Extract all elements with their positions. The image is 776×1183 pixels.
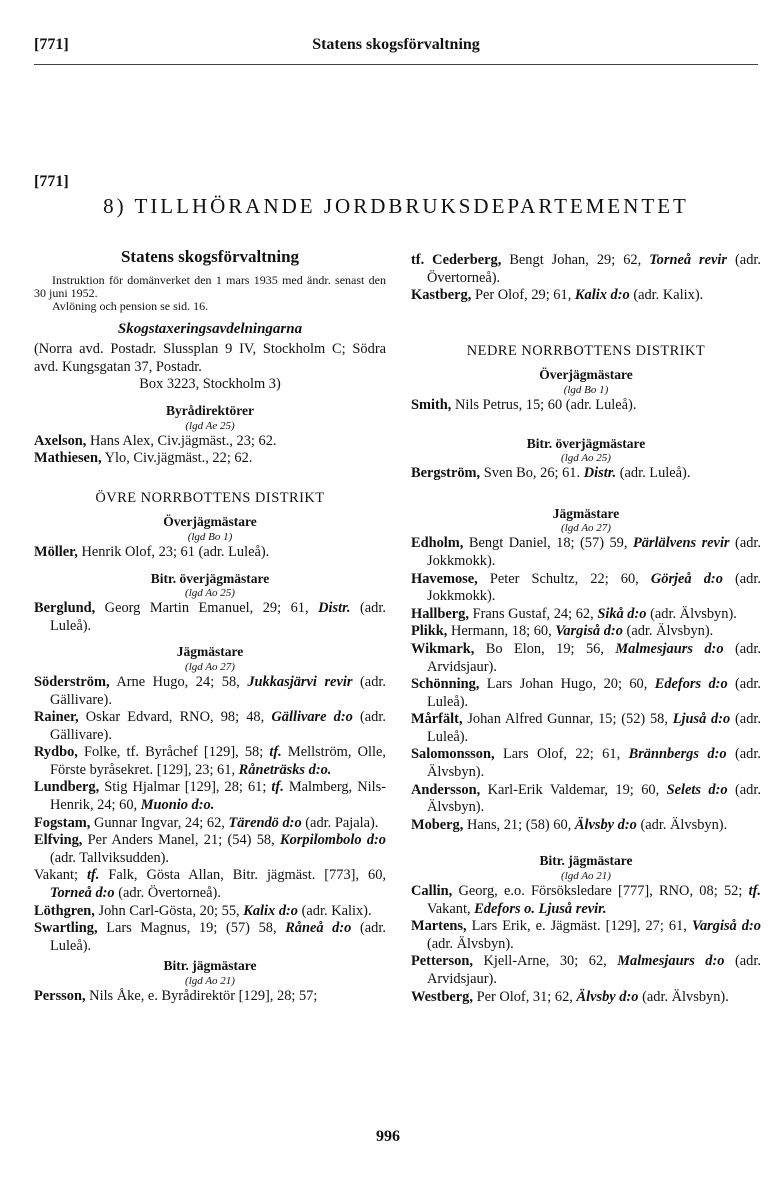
running-head xyxy=(34,36,758,58)
right-column xyxy=(411,252,761,1006)
list-item: Smith, Nils Petrus, 15; 60 (adr. Luleå). xyxy=(411,396,637,413)
directors-heading: Byrådirektörer xyxy=(166,402,254,418)
ovre-jagm-heading: Jägmästare xyxy=(176,644,244,660)
nedre-bitr-heading: Bitr. överjägmästare xyxy=(526,435,646,451)
nedre-district-heading: NEDRE NORRBOTTENS DISTRIKT xyxy=(466,342,706,359)
page-folio: 996 xyxy=(376,1128,400,1145)
ovre-bitrjagm-heading: Bitr. jägmästare xyxy=(163,958,257,974)
ovre-district-heading: ÖVRE NORRBOTTENS DISTRIKT xyxy=(95,489,325,506)
taxation-addresses: (Norra avd. Postadr. Slussplan 9 IV, Stockholm C; Södra avd. Kungsgatan 37, Postadr. xyxy=(34,341,386,375)
list-item: Havemose, Peter Schultz, 22; 60, Görjeå d:o (adr. Jokkmokk). xyxy=(411,570,761,605)
list-item: Elfving, Per Anders Manel, 21; (54) 58, Korpilombolo d:o (adr. Tallviksudden). xyxy=(34,832,386,866)
list-item: tf. Cederberg, Bengt Johan, 29; 62, Torneå revir (adr. Övertorneå). xyxy=(411,252,761,286)
running-head-page-number: [771] xyxy=(34,36,69,53)
list-item: Kastberg, Per Olof, 29; 61, Kalix d:o (adr. Kalix). xyxy=(411,287,704,304)
section-number: [771] xyxy=(34,173,69,190)
list-item: Moberg, Hans, 21; (58) 60, Älvsby d:o (adr. Älvsbyn). xyxy=(411,816,728,833)
list-item: Lundberg, Stig Hjalmar [129], 28; 61; tf. Malmberg, Nils-Henrik, 24; 60, Muonio d:o. xyxy=(34,779,386,814)
list-item: Hallberg, Frans Gustaf, 24; 62, Sikå d:o (adr. Älvsbyn). xyxy=(411,605,737,622)
directors-grade: (lgd Ae 25) xyxy=(185,419,235,432)
taxation-heading: Skogstaxeringsavdelningarna xyxy=(117,320,303,337)
list-item: Persson, Nils Åke, e. Byrådirektör [129], 28; 57; xyxy=(34,988,318,1004)
ovre-overjagm-grade: (lgd Bo 1) xyxy=(187,530,233,543)
list-item: Fogstam, Gunnar Ingvar, 24; 62, Tärendö d:o (adr. Pajala). xyxy=(34,814,379,831)
list-item: Bergström, Sven Bo, 26; 61. Distr. (adr. Luleå). xyxy=(411,465,691,482)
list-item: Salomonsson, Lars Olof, 22; 61, Brännbergs d:o (adr. Älvsbyn). xyxy=(411,746,761,781)
salary-note: Avlöning och pension se sid. 16. xyxy=(52,298,209,313)
nedre-bitrjagm-grade: (lgd Ao 21) xyxy=(561,870,611,883)
list-item: Berglund, Georg Martin Emanuel, 29; 61, Distr. (adr. Luleå). xyxy=(34,600,386,634)
department-heading: 8) TILLHÖRANDE JORDBRUKSDEPARTEMENTET xyxy=(103,194,689,218)
ovre-jagm-grade: (lgd Ao 27) xyxy=(185,660,235,673)
nedre-bitr-grade: (lgd Ao 25) xyxy=(561,452,611,465)
list-item: Andersson, Karl-Erik Valdemar, 19; 60, Selets d:o (adr. Älvsbyn). xyxy=(411,781,761,816)
list-item: Rainer, Oskar Edvard, RNO, 98; 48, Gällivare d:o (adr. Gällivare). xyxy=(34,709,386,743)
ovre-bitr-grade: (lgd Ao 25) xyxy=(185,587,235,600)
list-item: Löthgren, John Carl-Gösta, 20; 55, Kalix d:o (adr. Kalix). xyxy=(34,902,372,919)
running-head-title: Statens skogsförvaltning xyxy=(312,36,480,53)
list-item: Söderström, Arne Hugo, 24; 58, Jukkasjärvi revir (adr. Gällivare). xyxy=(34,673,386,708)
list-item: Westberg, Per Olof, 31; 62, Älvsby d:o (adr. Älvsbyn). xyxy=(411,988,729,1005)
ovre-bitr-heading: Bitr. överjägmästare xyxy=(150,570,270,586)
list-item: Callin, Georg, e.o. Försöksledare [777], RNO, 08; 52; tf. Vakant, Edefors o. Ljuså revir. xyxy=(411,883,761,917)
taxation-addresses-cont: Box 3223, Stockholm 3) xyxy=(139,376,281,393)
list-item: Wikmark, Bo Elon, 19; 56, Malmesjaurs d:o (adr. Arvidsjaur). xyxy=(411,640,761,675)
list-item: Martens, Lars Erik, e. Jägmäst. [129], 27; 61, Vargiså d:o (adr. Älvsbyn). xyxy=(411,918,761,952)
instruction-note: Instruktion för domänverket den 1 mars 1935 med ändr. senast den 30 juni 1952. xyxy=(34,272,386,300)
nedre-overjagm-grade: (lgd Bo 1) xyxy=(563,383,609,396)
list-item: Mathiesen, Ylo, Civ.jägmäst., 22; 62. xyxy=(34,450,253,467)
list-item: Mårfält, Johan Alfred Gunnar, 15; (52) 58, Ljuså d:o (adr. Luleå). xyxy=(411,711,761,745)
list-item: Möller, Henrik Olof, 23; 61 (adr. Luleå). xyxy=(34,543,270,560)
ovre-bitrjagm-grade: (lgd Ao 21) xyxy=(185,975,235,987)
list-item: Petterson, Kjell-Arne, 30; 62, Malmesjaurs d:o (adr. Arvidsjaur). xyxy=(411,953,761,987)
list-item: Edholm, Bengt Daniel, 18; (57) 59, Pärlälvens revir (adr. Jokkmokk). xyxy=(411,535,762,569)
list-item: Schönning, Lars Johan Hugo, 20; 60, Edefors d:o (adr. Luleå). xyxy=(411,676,761,710)
nedre-jagm-grade: (lgd Ao 27) xyxy=(561,522,611,535)
list-item: Axelson, Hans Alex, Civ.jägmäst., 23; 62. xyxy=(34,432,277,449)
nedre-overjagm-heading: Överjägmästare xyxy=(539,367,633,383)
nedre-bitrjagm-heading: Bitr. jägmästare xyxy=(539,853,633,869)
list-item: Vakant; tf. Falk, Gösta Allan, Bitr. jägmäst. [773], 60, Torneå d:o (adr. Övertorneå). xyxy=(34,867,386,902)
list-item: Plikk, Hermann, 18; 60, Vargiså d:o (adr. Älvsbyn). xyxy=(411,623,714,640)
list-item: Swartling, Lars Magnus, 19; (57) 58, Råneå d:o (adr. Luleå). xyxy=(34,920,386,954)
agency-title: Statens skogsförvaltning xyxy=(120,247,300,266)
nedre-jagm-heading: Jägmästare xyxy=(552,505,620,521)
list-item: Rydbo, Folke, tf. Byråchef [129], 58; tf. Mellström, Olle, Förste byråsekret. [129], 23; 61, Råneträsks d:o. xyxy=(34,744,386,778)
header-rule xyxy=(34,64,758,65)
left-column xyxy=(34,248,386,1006)
ovre-overjagm-heading: Överjägmästare xyxy=(163,514,257,530)
